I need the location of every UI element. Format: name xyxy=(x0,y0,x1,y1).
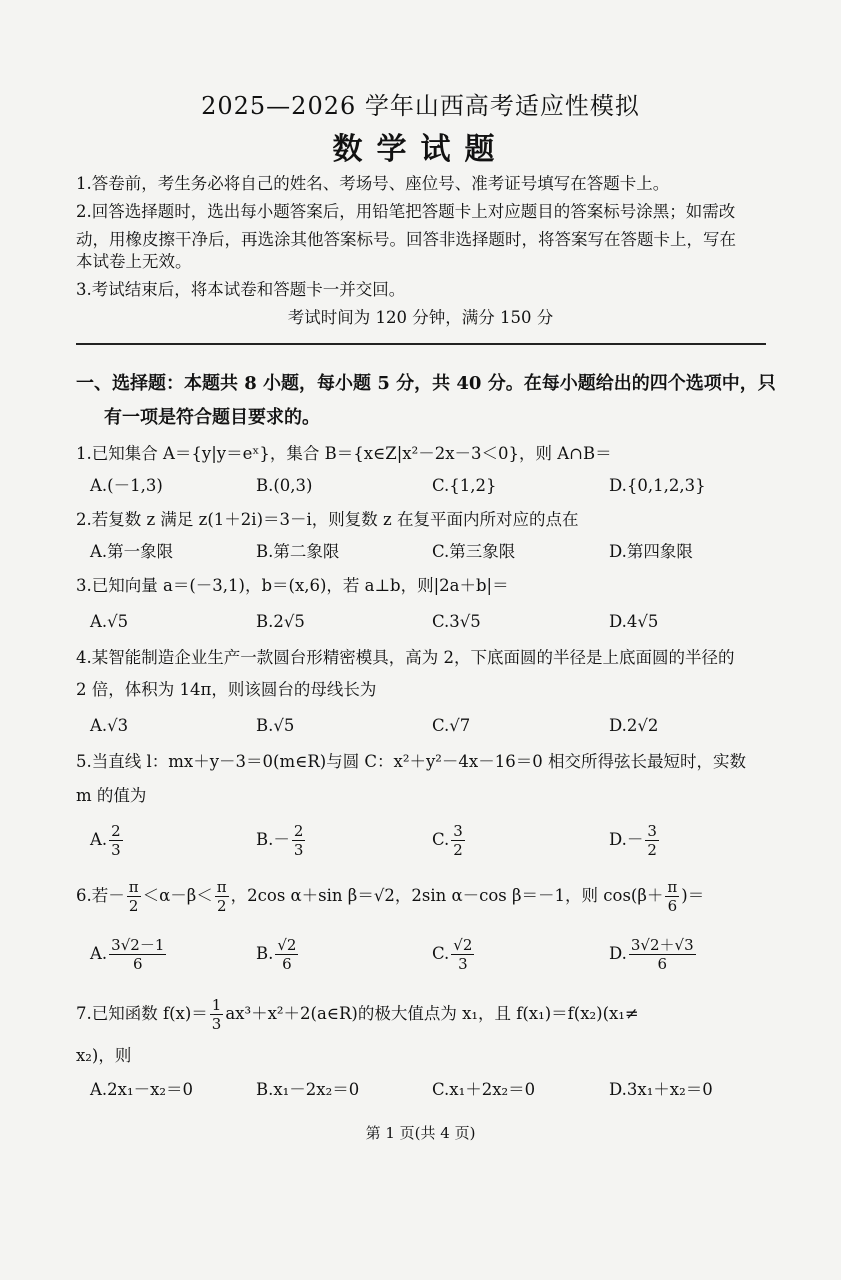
q6-option-d xyxy=(609,936,698,973)
q6-option-a xyxy=(90,936,168,973)
instruction-2-end: 本试卷上无效。 xyxy=(76,252,192,271)
q4-option-d: D.2√2 xyxy=(609,716,659,735)
question-7-cont: x₂)，则 xyxy=(76,1046,132,1065)
fraction xyxy=(451,936,474,973)
q4-option-a: A.√3 xyxy=(90,716,129,735)
denominator: 2 xyxy=(647,841,657,859)
numerator: 1 xyxy=(211,996,222,1014)
option-label: C. xyxy=(432,944,450,963)
q2-option-b: B.第二象限 xyxy=(256,542,340,561)
numerator: 3 xyxy=(647,822,657,840)
denominator: 3 xyxy=(293,841,304,859)
fraction xyxy=(665,878,679,915)
q7-option-b: B.x₁－2x₂＝0 xyxy=(256,1080,360,1099)
option-label: D. xyxy=(609,944,627,963)
sign: － xyxy=(626,830,644,849)
question-4: 4.某智能制造企业生产一款圆台形精密模具，高为 2，下底面圆的半径是上底面圆的半径的 xyxy=(76,648,735,667)
stem-text: )＝ xyxy=(681,886,705,905)
divider xyxy=(76,343,766,345)
q3-option-b: B.2√5 xyxy=(256,612,305,631)
option-label: A. xyxy=(90,830,108,849)
q7-option-a: A.2x₁－x₂＝0 xyxy=(90,1080,193,1099)
fraction xyxy=(645,822,659,859)
instruction-2-cont: 动，用橡皮擦干净后，再选涂其他答案标号。回答非选择题时，将答案写在答题卡上，写在 xyxy=(76,230,736,249)
denominator: 3 xyxy=(211,1015,222,1033)
fraction xyxy=(127,878,141,915)
option-label: B. xyxy=(256,830,274,849)
question-1: 1.已知集合 A＝{y|y＝eˣ}，集合 B＝{x∈Z|x²－2x－3＜0}，则 A∩B＝ xyxy=(76,444,612,463)
exam-title: 2025—2026 学年山西高考适应性模拟 xyxy=(201,92,640,120)
denominator: 3 xyxy=(458,955,468,973)
denominator: 6 xyxy=(133,955,143,973)
fraction xyxy=(210,996,224,1033)
numerator: √2 xyxy=(277,936,297,954)
q1-option-c: C.{1,2} xyxy=(432,476,497,495)
instruction-1: 1.答卷前，考生务必将自己的姓名、考场号、座位号、准考证号填写在答题卡上。 xyxy=(76,174,670,193)
numerator: √2 xyxy=(453,936,473,954)
fraction xyxy=(629,936,696,973)
fraction xyxy=(292,822,306,859)
q4-option-b: B.√5 xyxy=(256,716,295,735)
numerator: π xyxy=(667,878,678,896)
q5-option-d xyxy=(609,822,661,859)
q6-option-b xyxy=(256,936,300,973)
stem-text: ，2cos α＋sin β＝√2，2sin α－cos β＝－1，则 cos(β＋ xyxy=(230,886,664,905)
sign: － xyxy=(273,830,290,849)
question-6 xyxy=(76,876,776,916)
q6-option-c xyxy=(432,936,476,973)
question-2: 2.若复数 z 满足 z(1＋2i)＝3－i，则复数 z 在复平面内所对应的点在 xyxy=(76,510,579,529)
q7-option-c: C.x₁＋2x₂＝0 xyxy=(432,1080,536,1099)
instruction-2: 2.回答选择题时，选出每小题答案后，用铅笔把答题卡上对应题目的答案标号涂黑；如需改 xyxy=(76,202,736,221)
fraction xyxy=(275,936,298,973)
option-label: D. xyxy=(609,830,627,849)
fraction xyxy=(109,822,123,859)
instruction-3: 3.考试结束后，将本试卷和答题卡一并交回。 xyxy=(76,280,406,299)
question-7 xyxy=(76,994,776,1034)
fraction xyxy=(215,878,229,915)
q1-option-d: D.{0,1,2,3} xyxy=(609,476,706,495)
q7-option-d: D.3x₁＋x₂＝0 xyxy=(609,1080,713,1099)
q5-option-b xyxy=(256,822,307,859)
denominator: 2 xyxy=(128,897,139,915)
q5-option-a xyxy=(90,822,125,859)
section-heading: 一、选择题：本题共 8 小题，每小题 5 分，共 40 分。在每小题给出的四个选项中，只 xyxy=(76,373,776,394)
numerator: 3 xyxy=(453,822,463,840)
q4-option-c: C.√7 xyxy=(432,716,471,735)
q3-option-a: A.√5 xyxy=(90,612,129,631)
numerator: 2 xyxy=(293,822,304,840)
stem-text: 7.已知函数 f(x)＝ xyxy=(76,1004,208,1023)
exam-time: 考试时间为 120 分钟，满分 150 分 xyxy=(287,308,554,327)
question-5-cont: m 的值为 xyxy=(76,786,147,805)
question-3: 3.已知向量 a＝(－3,1)，b＝(x,6)，若 a⊥b，则|2a＋b|＝ xyxy=(76,576,509,595)
stem-text: ＜α－β＜ xyxy=(142,886,213,905)
question-4-cont: 2 倍，体积为 14π，则该圆台的母线长为 xyxy=(76,680,377,699)
q2-option-a: A.第一象限 xyxy=(90,542,174,561)
fraction xyxy=(109,936,166,973)
subject-title: 数学试题 xyxy=(332,132,509,167)
option-label: B. xyxy=(256,944,274,963)
q1-option-a: A.(－1,3) xyxy=(90,476,163,495)
numerator: π xyxy=(128,878,139,896)
q5-option-c xyxy=(432,822,467,859)
numerator: 3√2－1 xyxy=(111,936,165,954)
stem-text: 6.若－ xyxy=(76,886,125,905)
denominator: 6 xyxy=(282,955,292,973)
section-heading-cont: 有一项是符合题目要求的。 xyxy=(104,407,320,428)
denominator: 2 xyxy=(216,897,227,915)
numerator: 2 xyxy=(111,822,121,840)
fraction xyxy=(451,822,465,859)
q2-option-d: D.第四象限 xyxy=(609,542,693,561)
stem-text: ax³＋x²＋2(a∈R)的极大值点为 x₁，且 f(x₁)＝f(x₂)(x₁≠ xyxy=(225,1004,639,1023)
denominator: 6 xyxy=(667,897,678,915)
option-label: A. xyxy=(90,944,108,963)
denominator: 3 xyxy=(111,841,121,859)
denominator: 6 xyxy=(657,955,668,973)
denominator: 2 xyxy=(453,841,463,859)
q2-option-c: C.第三象限 xyxy=(432,542,516,561)
numerator: 3√2＋√3 xyxy=(630,936,694,954)
q3-option-d: D.4√5 xyxy=(609,612,659,631)
q1-option-b: B.(0,3) xyxy=(256,476,313,495)
option-label: C. xyxy=(432,830,450,849)
page-footer: 第 1 页(共 4 页) xyxy=(365,1124,476,1142)
q3-option-c: C.3√5 xyxy=(432,612,481,631)
question-5: 5.当直线 l：mx＋y－3＝0(m∈R)与圆 C：x²＋y²－4x－16＝0 相交所得弦长最短时，实数 xyxy=(76,752,746,771)
numerator: π xyxy=(216,878,227,896)
